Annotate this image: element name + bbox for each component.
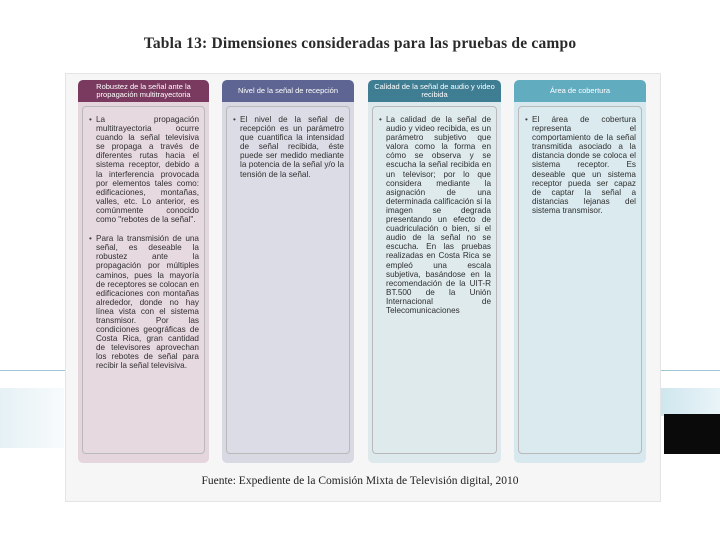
column-header: Robustez de la señal ante la propagación multitrayectoria	[78, 80, 209, 102]
column-nivel	[222, 80, 354, 463]
decor-line-left	[0, 370, 65, 371]
column-header: Área de cobertura	[514, 80, 646, 102]
column-robustez	[78, 80, 209, 463]
column-header: Calidad de la señal de audio y video recibida	[368, 80, 501, 102]
column-body	[226, 106, 350, 454]
column-calidad	[368, 80, 501, 463]
bullet-item: • El nivel de la señal de recepción es un parámetro que cuantifica la intensidad de señal recibida, éste puede ser medido mediante la potencia de la señal y/o la tensión de la señal.	[233, 115, 344, 179]
bullet-item: • El área de cobertura representa el comportamiento de la señal transmitida asociado a la distancia donde se coloca el sistema receptor. Es deseable que un sistema receptor pueda ser capaz de captar la señal a distancias lejanas del sistema transmisor.	[525, 115, 636, 215]
column-header: Nivel de la señal de recepción	[222, 80, 354, 102]
decor-line-right	[659, 370, 720, 371]
decor-block-left	[0, 388, 64, 448]
column-body	[518, 106, 642, 454]
column-body	[372, 106, 497, 454]
bullet-item: • La propagación multitrayectoria ocurre cuando la señal televisiva se propaga a través de diferentes rutas hacia el sistema receptor, debido a la interferencia provocada por elementos tales como: edificaciones, montañas, valles, etc. Lo anterior, es comúnmente conocido como "rebotes de la señal".	[89, 115, 199, 224]
table-title: Tabla 13: Dimensiones consideradas para las pruebas de campo	[143, 35, 577, 52]
column-body	[82, 106, 205, 454]
column-cobertura	[514, 80, 646, 463]
decor-block-right-dark	[664, 414, 720, 454]
bullet-item: • La calidad de la señal de audio y video recibida, es un parámetro subjetivo que valora como la forma en cómo se observa y se escucha la señal recibida en un televisor; por lo que considera mediante la asignación de una determinada calificación si la imagen se degrada presentando un efecto de cuadriculación o bien, si el audio de la señal no se escucha. En las pruebas realizadas en Costa Rica se empleó una escala subjetiva, basándose en la recomendación de la UIT-R BT.500 de la Unión Internacional de Telecomunicaciones	[379, 115, 491, 315]
bullet-item: • Para la transmisión de una señal, es deseable la robustez ante la propagación por múltiples caminos, pues la mayoría de receptores se colocan en edificaciones con montañas alrededor, donde no hay línea vista con el sistema transmisor. Por las condiciones geográficas de Costa Rica, gran cantidad de televisores aprovechan los rebotes de señal para recibir la señal televisiva.	[89, 234, 199, 370]
source-caption: Fuente: Expediente de la Comisión Mixta de Televisión digital, 2010	[201, 475, 519, 487]
decor-block-right-light	[660, 388, 720, 416]
